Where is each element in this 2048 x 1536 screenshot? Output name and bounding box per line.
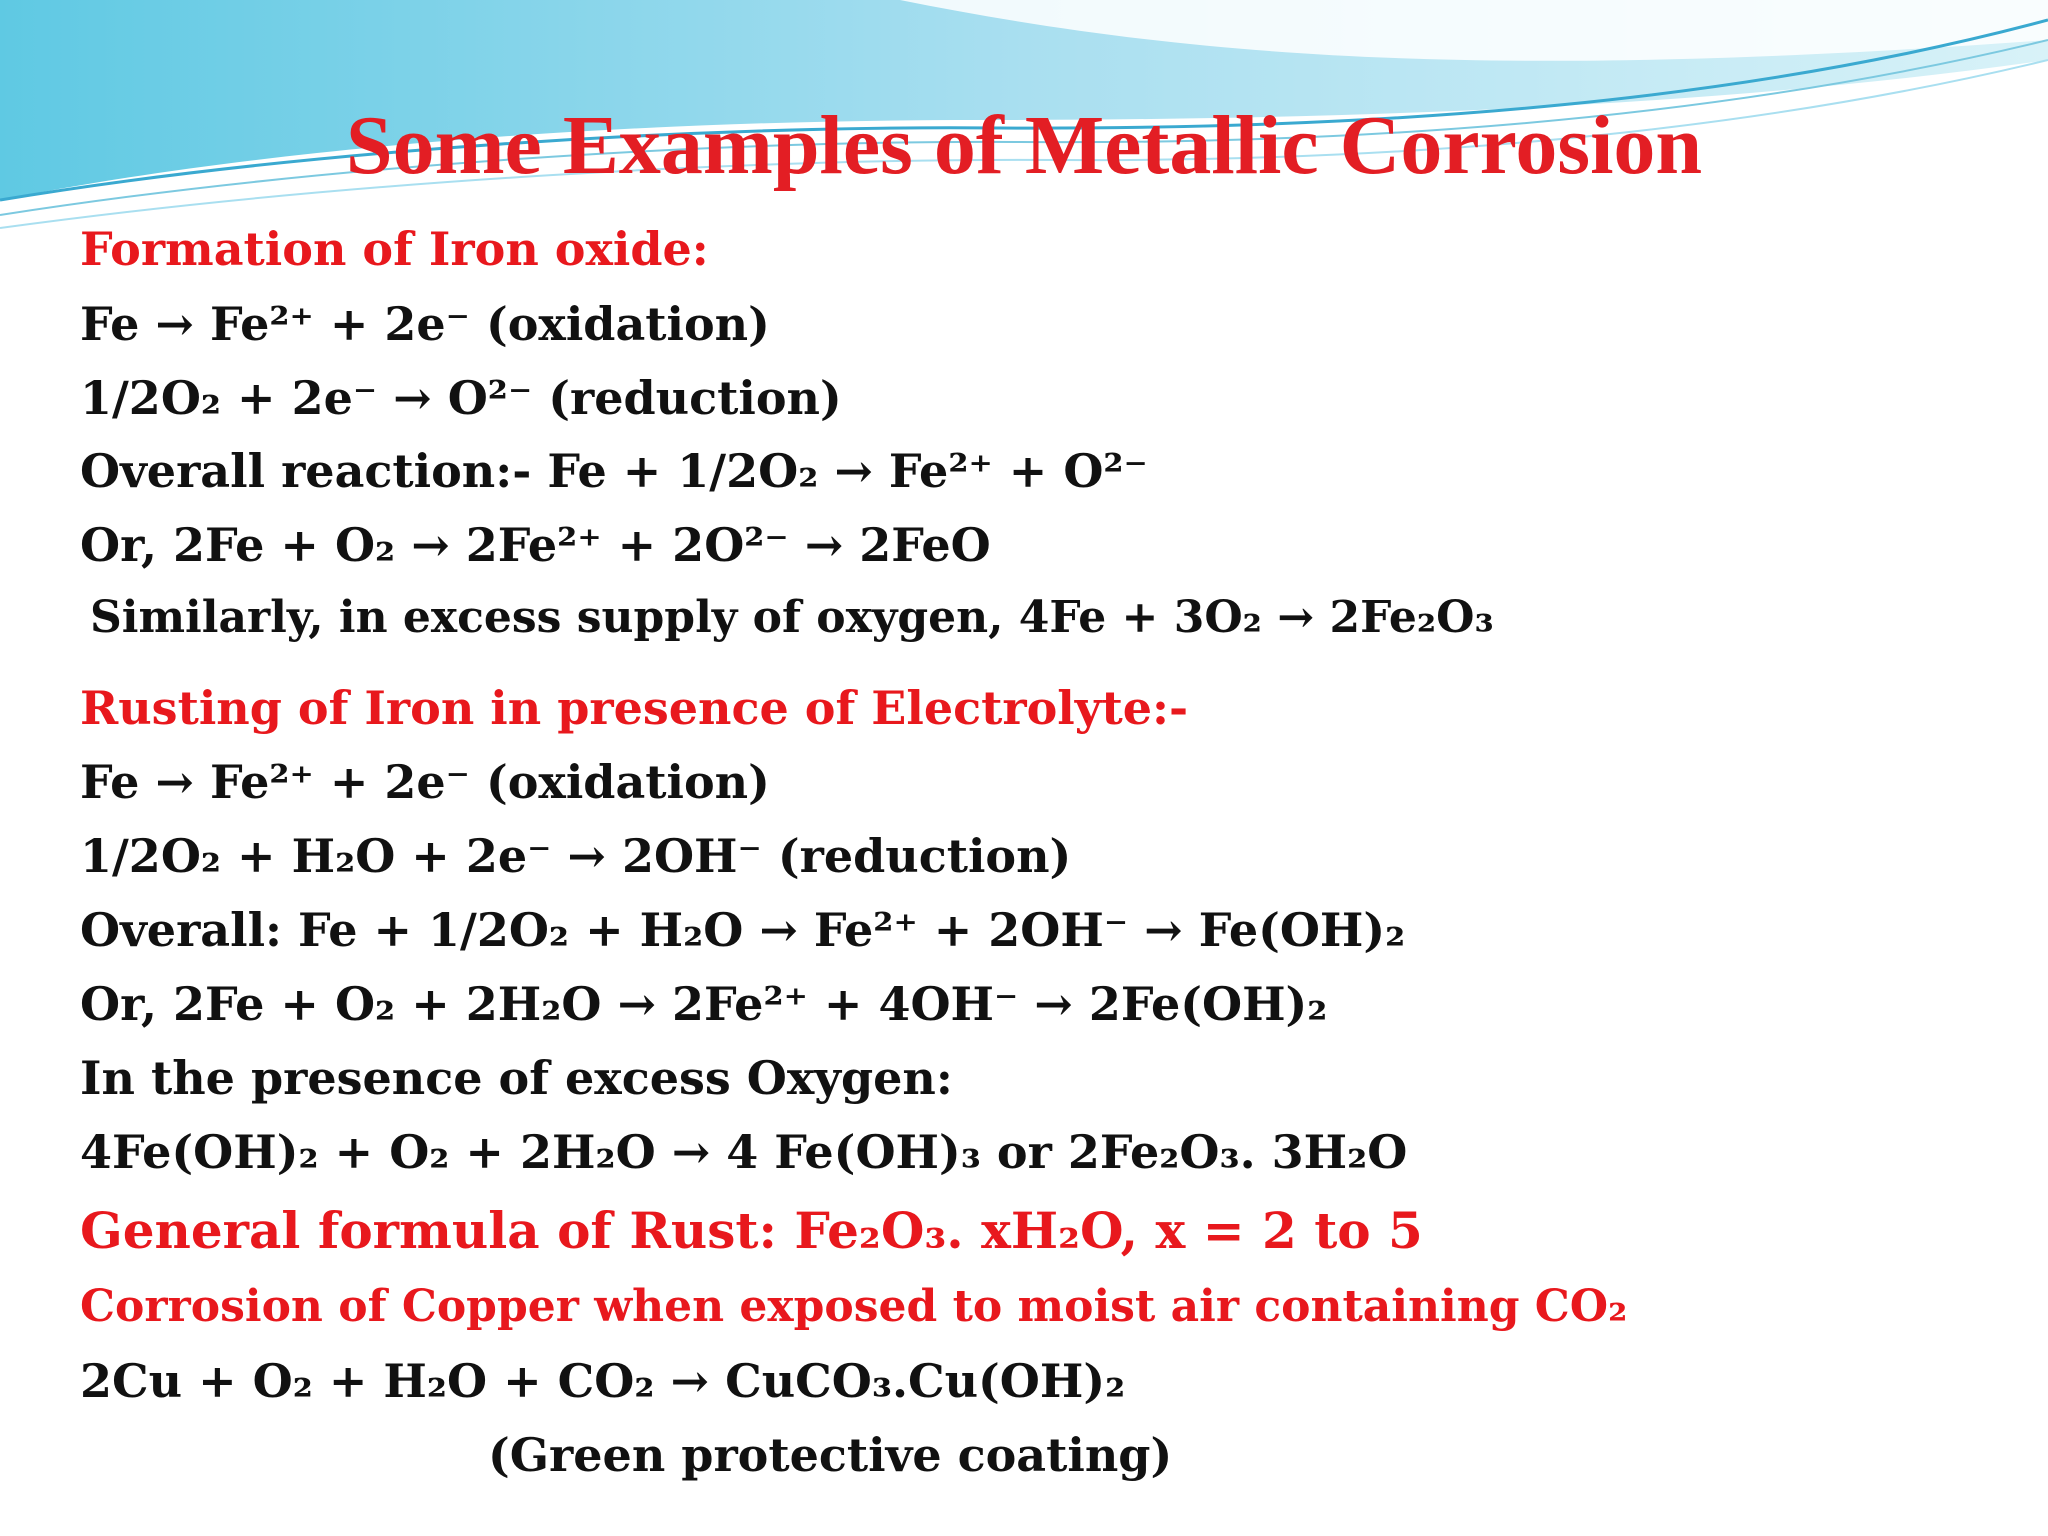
section-heading-rusting: Rusting of Iron in presence of Electrolyte:- <box>80 681 1189 735</box>
equation-line: Overall reaction:- Fe + 1/2O₂ → Fe²⁺ + O²⁻ <box>80 444 1148 498</box>
section-heading-iron-oxide: Formation of Iron oxide: <box>80 222 709 276</box>
equation-line: Fe → Fe²⁺ + 2e⁻ (oxidation) <box>80 297 770 351</box>
equation-line: 1/2O₂ + H₂O + 2e⁻ → 2OH⁻ (reduction) <box>80 829 1072 883</box>
equation-line: In the presence of excess Oxygen: <box>80 1051 953 1105</box>
equation-line: Or, 2Fe + O₂ → 2Fe²⁺ + 2O²⁻ → 2FeO <box>80 518 991 572</box>
equation-line: Similarly, in excess supply of oxygen, 4Fe + 3O₂ → 2Fe₂O₃ <box>90 592 1494 643</box>
slide-title: Some Examples of Metallic Corrosion <box>345 99 1703 192</box>
equation-line: Fe → Fe²⁺ + 2e⁻ (oxidation) <box>80 755 770 809</box>
equation-line: 1/2O₂ + 2e⁻ → O²⁻ (reduction) <box>80 371 842 425</box>
equation-line: Or, 2Fe + O₂ + 2H₂O → 2Fe²⁺ + 4OH⁻ → 2Fe(OH)₂ <box>80 977 1328 1031</box>
equation-line: 4Fe(OH)₂ + O₂ + 2H₂O → 4 Fe(OH)₃ or 2Fe₂O₃. 3H₂O <box>80 1125 1408 1179</box>
rust-general-formula: General formula of Rust: Fe₂O₃. xH₂O, x = 2 to 5 <box>80 1201 1423 1260</box>
equation-line: 2Cu + O₂ + H₂O + CO₂ → CuCO₃.Cu(OH)₂ <box>80 1354 1126 1408</box>
coating-note: (Green protective coating) <box>488 1428 1173 1482</box>
section-heading-copper: Corrosion of Copper when exposed to moist air containing CO₂ <box>80 1281 1628 1332</box>
equation-line: Overall: Fe + 1/2O₂ + H₂O → Fe²⁺ + 2OH⁻ → Fe(OH)₂ <box>80 903 1406 957</box>
